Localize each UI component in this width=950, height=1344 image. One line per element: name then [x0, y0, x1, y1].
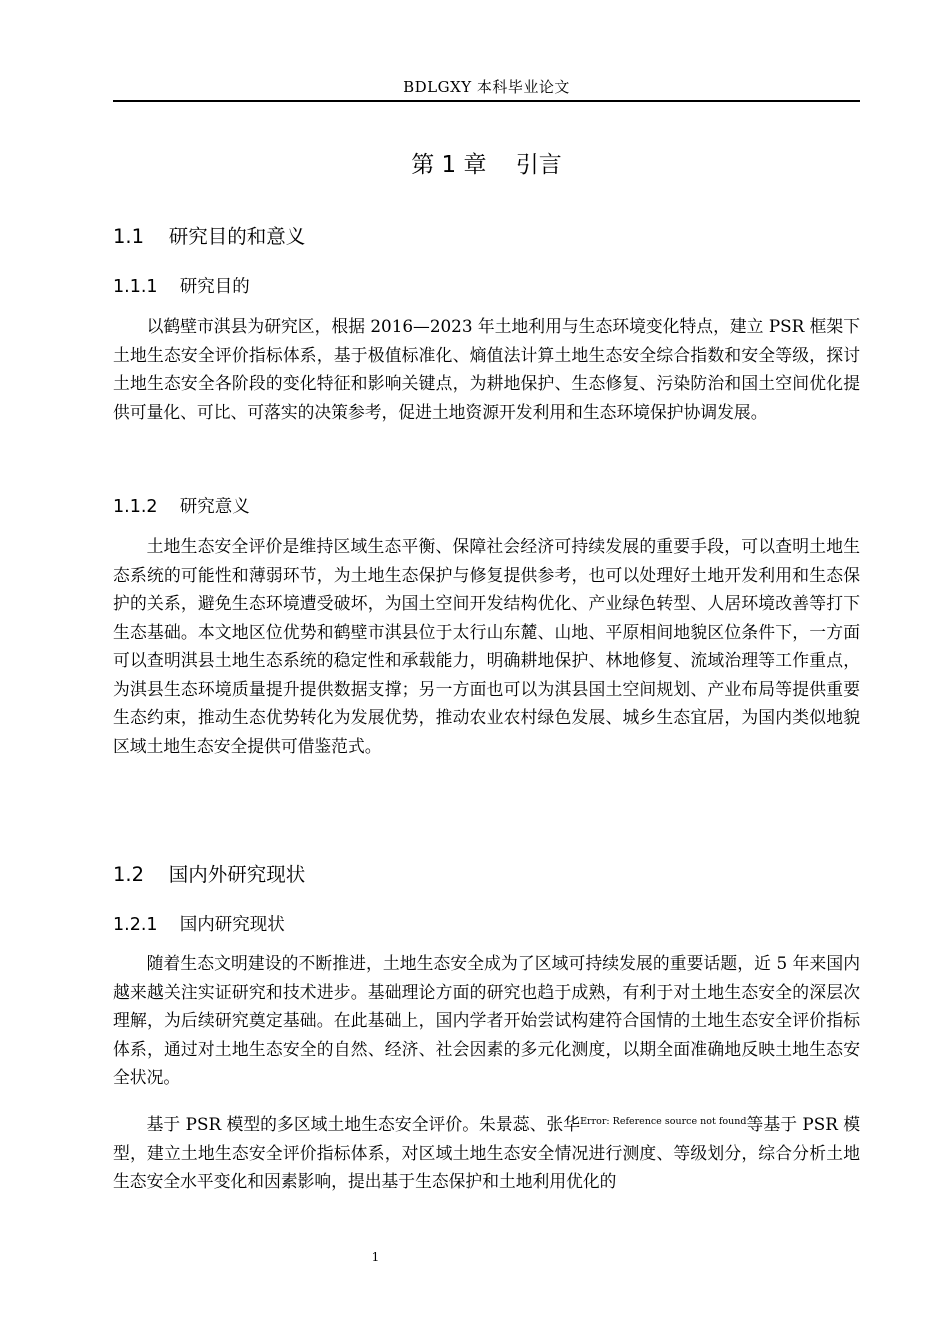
paragraph-research-purpose: 以鹤壁市淇县为研究区，根据 2016—2023 年土地利用与生态环境变化特点，建立 PSR 框架下土地生态安全评价指标体系，基于极值标准化、熵值法计算土地生态安全综合指数和安全等级，探讨土地生态安全各阶段的变化特征和影响关键点，为耕地保护、生态修复、污染防治和国土空间优化提供可量化、可比、可落实的决策参考，促进土地资源开发利用和生态环境保护协调发展。 [113, 316, 860, 422]
paragraph-domestic-research-2 [113, 1110, 860, 1196]
section-heading-1-2: 1.2 国内外研究现状 [113, 863, 306, 886]
subsection-heading-1-1-1: 1.1.1 研究目的 [113, 277, 250, 297]
paragraph-text-before-ref: 基于 PSR 模型的多区域土地生态安全评价。朱景蕊、张华 [146, 1114, 581, 1134]
chapter-title: 第 1 章 引言 [411, 152, 562, 178]
section-heading-1-1: 1.1 研究目的和意义 [113, 225, 306, 248]
header-rule [113, 100, 860, 102]
paragraph-text-after-ref: 等基于 PSR 模型，建立土地生态安全评价指标体系，对区域土地生态安全情况进行测度、等级划分，综合分析土地生态安全水平变化和因素影响，提出基于生态保护和土地利用优化的 [113, 1114, 861, 1191]
page-number: 1 [371, 1250, 380, 1264]
paragraph-domestic-research-1: 随着生态文明建设的不断推进，土地生态安全成为了区域可持续发展的重要话题，近 5 年来国内越来越关注实证研究和技术进步。基础理论方面的研究也趋于成熟，有利于对土地生态安全的深层次理解，为后续研究奠定基础。在此基础上，国内学者开始尝试构建符合国情的土地生态安全评价指标体系，通过对土地生态安全的自然、经济、社会因素的多元化测度，以期全面准确地反映土地生态安全状况。 [113, 953, 860, 1087]
page-header: BDLGXY 本科毕业论文 [403, 78, 570, 96]
paragraph-research-significance: 土地生态安全评价是维持区域生态平衡、保障社会经济可持续发展的重要手段，可以查明土地生态系统的可能性和薄弱环节，为土地生态保护与修复提供参考，也可以处理好土地开发利用和生态保护的关系，避免生态环境遭受破坏，为国土空间开发结构优化、产业绿色转型、人居环境改善等打下生态基础。本文地区位优势和鹤壁市淇县位于太行山东麓、山地、平原相间地貌区位条件下，一方面可以查明淇县土地生态系统的稳定性和承载能力，明确耕地保护、林地修复、流域治理等工作重点，为淇县生态环境质量提升提供数据支撑；另一方面也可以为淇县国土空间规划、产业布局等提供重要生态约束，推动生态优势转化为发展优势，推动农业农村绿色发展、城乡生态宜居，为国内类似地貌区域土地生态安全提供可借鉴范式。 [113, 536, 860, 756]
subsection-heading-1-1-2: 1.1.2 研究意义 [113, 497, 250, 517]
reference-error-superscript: Error: Reference source not found [580, 1116, 747, 1127]
subsection-heading-1-2-1: 1.2.1 国内研究现状 [113, 915, 285, 935]
